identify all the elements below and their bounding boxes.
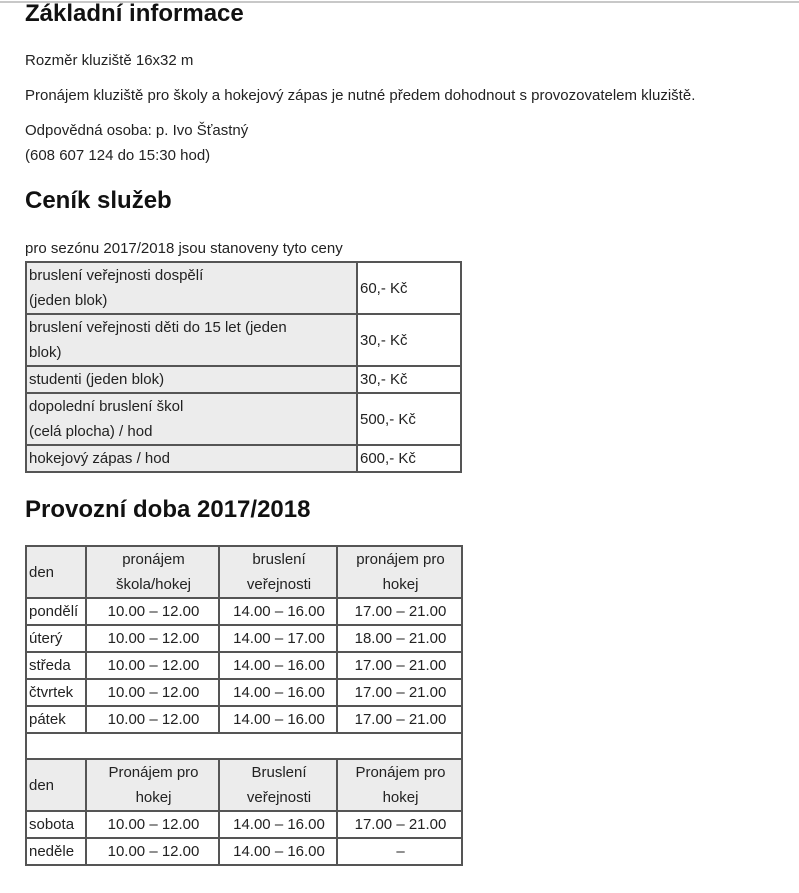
price-value: 60,- Kč	[357, 262, 461, 314]
spacer-cell	[26, 733, 462, 759]
schedule-row	[26, 706, 462, 733]
time-cell: 10.00 – 12.00	[86, 838, 219, 865]
day-cell: pondělí	[26, 598, 86, 625]
time-cell: 17.00 – 21.00	[337, 811, 462, 838]
header-line: bruslení	[252, 551, 306, 568]
pricing-intro: pro sezónu 2017/2018 jsou stanoveny tyto ceny	[25, 240, 343, 257]
price-item	[26, 445, 357, 472]
time-cell: 18.00 – 21.00	[337, 625, 462, 652]
day-cell: neděle	[26, 838, 86, 865]
header-day: den	[26, 759, 86, 811]
time-cell: 10.00 – 12.00	[86, 679, 219, 706]
header-line: veřejnosti	[246, 576, 312, 593]
price-item-line: dopolední bruslení škol	[29, 398, 184, 415]
time-cell: 10.00 – 12.00	[86, 652, 219, 679]
heading-schedule: Provozní doba 2017/2018	[25, 496, 311, 523]
time-cell: 14.00 – 16.00	[219, 811, 337, 838]
schedule-row	[26, 652, 462, 679]
price-row	[26, 445, 461, 472]
price-item-line: (jeden blok)	[29, 292, 108, 309]
time-cell: 10.00 – 12.00	[86, 811, 219, 838]
rink-size-text: Rozměr kluziště 16x32 m	[25, 52, 194, 69]
schedule-header-row	[26, 546, 462, 598]
price-item-line: studenti (jeden blok)	[29, 371, 165, 388]
schedule-row	[26, 811, 462, 838]
heading-basic-info: Základní informace	[25, 0, 244, 27]
header-line: hokej	[382, 789, 419, 806]
header-line: pronájem pro	[356, 551, 445, 568]
header-col	[86, 759, 219, 811]
price-item-line: bruslení veřejnosti děti do 15 let (jeden	[29, 319, 287, 336]
time-cell: 17.00 – 21.00	[337, 652, 462, 679]
price-row	[26, 262, 461, 314]
header-line: hokej	[382, 576, 419, 593]
price-table	[25, 261, 462, 473]
price-value: 500,- Kč	[357, 393, 461, 445]
header-col	[219, 546, 337, 598]
time-cell: 14.00 – 16.00	[219, 838, 337, 865]
schedule-row	[26, 625, 462, 652]
header-col	[86, 546, 219, 598]
time-cell: 14.00 – 16.00	[219, 706, 337, 733]
schedule-header-row	[26, 759, 462, 811]
header-line: Bruslení	[251, 764, 307, 781]
schedule-spacer-row	[26, 733, 462, 759]
price-item-line: bruslení veřejnosti dospělí	[29, 267, 204, 284]
header-line: hokej	[135, 789, 172, 806]
price-item	[26, 366, 357, 393]
time-cell: 14.00 – 16.00	[219, 598, 337, 625]
day-cell: čtvrtek	[26, 679, 86, 706]
price-row	[26, 366, 461, 393]
schedule-row	[26, 598, 462, 625]
header-line: pronájem	[122, 551, 185, 568]
price-item	[26, 262, 357, 314]
price-row	[26, 393, 461, 445]
header-col	[337, 546, 462, 598]
time-cell: 17.00 – 21.00	[337, 706, 462, 733]
header-line: škola/hokej	[115, 576, 192, 593]
time-cell: 14.00 – 17.00	[219, 625, 337, 652]
price-item-line: hokejový zápas / hod	[29, 450, 170, 467]
header-day: den	[26, 546, 86, 598]
price-item-line: blok)	[29, 344, 62, 361]
time-cell: 17.00 – 21.00	[337, 598, 462, 625]
contact-person-text: Odpovědná osoba: p. Ivo Šťastný	[25, 122, 249, 139]
day-cell: pátek	[26, 706, 86, 733]
time-cell: 14.00 – 16.00	[219, 679, 337, 706]
price-item	[26, 314, 357, 366]
header-line: Pronájem pro	[108, 764, 199, 781]
price-value: 30,- Kč	[357, 366, 461, 393]
price-row	[26, 314, 461, 366]
price-item-line: (celá plocha) / hod	[29, 423, 153, 440]
price-value: 600,- Kč	[357, 445, 461, 472]
schedule-table	[25, 545, 463, 866]
rental-note-text: Pronájem kluziště pro školy a hokejový zápas je nutné předem dohodnout s provozovatelem kluziště.	[25, 87, 696, 104]
time-cell: 10.00 – 12.00	[86, 625, 219, 652]
price-value: 30,- Kč	[357, 314, 461, 366]
time-cell: 14.00 – 16.00	[219, 652, 337, 679]
header-col	[337, 759, 462, 811]
time-cell: –	[337, 838, 462, 865]
time-cell: 17.00 – 21.00	[337, 679, 462, 706]
header-col	[219, 759, 337, 811]
schedule-row	[26, 838, 462, 865]
day-cell: sobota	[26, 811, 86, 838]
header-line: veřejnosti	[246, 789, 312, 806]
contact-phone-text: (608 607 124 do 15:30 hod)	[25, 147, 211, 164]
time-cell: 10.00 – 12.00	[86, 706, 219, 733]
price-item	[26, 393, 357, 445]
schedule-row	[26, 679, 462, 706]
day-cell: úterý	[26, 625, 86, 652]
heading-pricing: Ceník služeb	[25, 187, 172, 214]
header-line: Pronájem pro	[355, 764, 446, 781]
day-cell: středa	[26, 652, 86, 679]
time-cell: 10.00 – 12.00	[86, 598, 219, 625]
